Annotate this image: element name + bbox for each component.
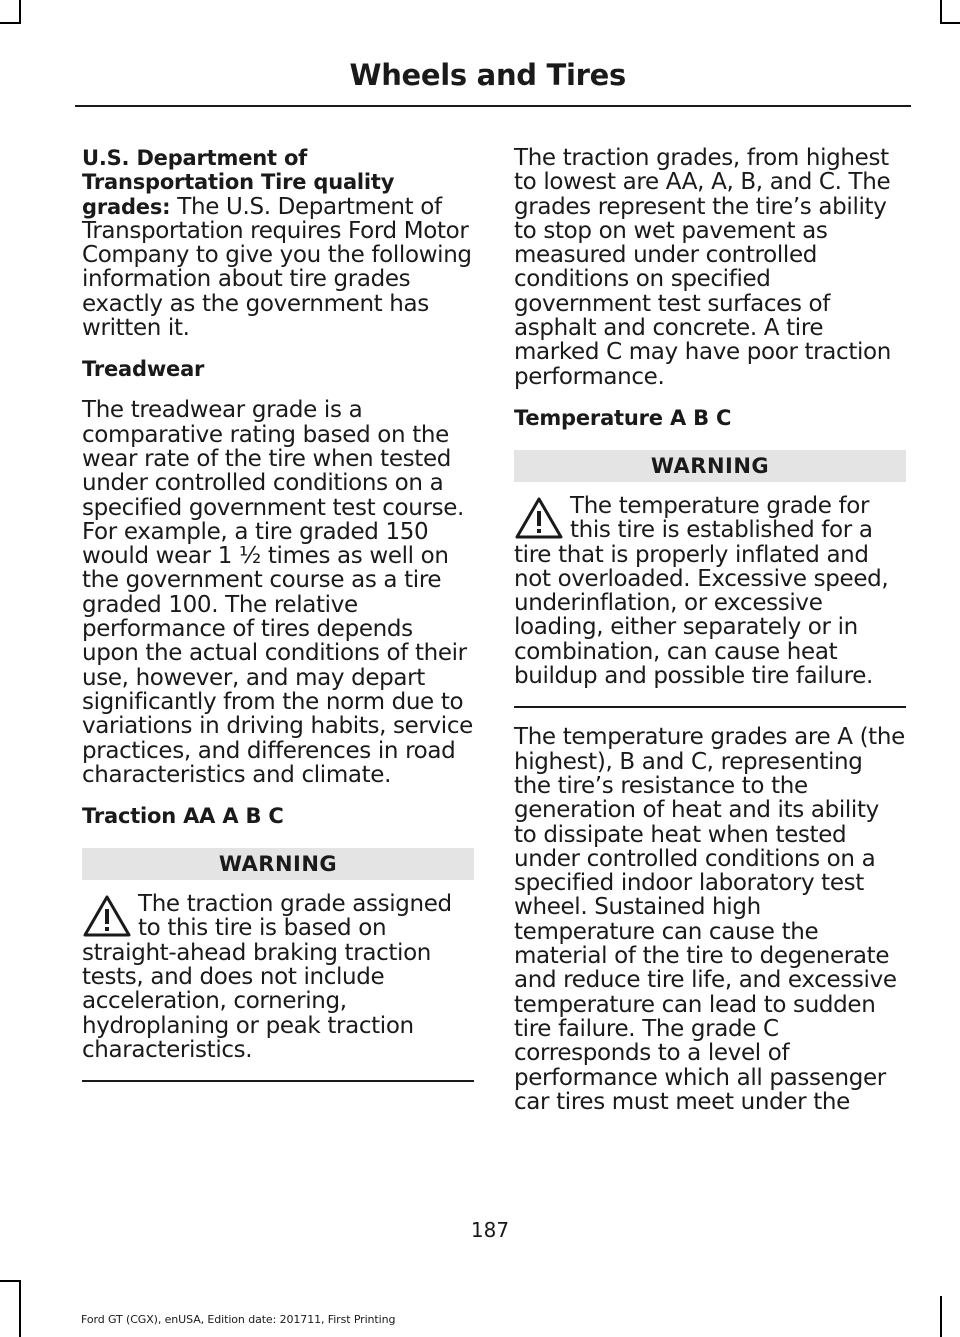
crop-mark-top-right-v <box>940 0 942 24</box>
crop-mark-top-left-h <box>0 22 21 24</box>
traction-heading: Traction AA A B C <box>82 804 284 829</box>
page-number: 187 <box>470 1218 510 1242</box>
footer-edition-info: Ford GT (CGX), enUSA, Edition date: 201711, First Printing <box>81 1313 396 1326</box>
crop-mark-top-right-h <box>940 22 960 24</box>
temperature-warning-label: WARNING <box>514 450 906 482</box>
intro-paragraph <box>82 146 474 340</box>
warning-triangle-icon <box>514 496 564 540</box>
temperature-heading: Temperature A B C <box>514 405 732 430</box>
treadwear-heading: Treadwear <box>82 357 205 382</box>
crop-mark-top-left-v <box>19 0 21 24</box>
header-divider <box>75 105 911 107</box>
intro-text: The U.S. Department of Transportation requires Ford Motor Company to give you the following information about tire grades exactly as the government has written it. <box>82 193 472 342</box>
temperature-warning-box <box>514 494 906 708</box>
page-header-title: Wheels and Tires <box>349 58 626 92</box>
warning-triangle-icon <box>82 894 132 938</box>
left-column <box>82 146 474 1099</box>
right-column <box>514 146 906 1131</box>
temperature-grades-paragraph: The temperature grades are A (the highest), B and C, representing the tire’s resistance to the generation of heat and its ability to dissipate heat when tested under controlled conditions on a specified indoor laboratory test wheel. Sustained high temperature can cause the material of the tire to degenerate and reduce tire life, and excessive temperature can lead to sudden tire failure. The grade C corresponds to a level of performance which all passenger car tires must meet under the <box>514 724 905 1115</box>
crop-mark-bottom-left-v <box>19 1280 21 1337</box>
crop-mark-bottom-left-h <box>0 1280 21 1282</box>
intro-bold-lead: U.S. Department of Transportation Tire quality grades: <box>82 146 395 219</box>
crop-mark-bottom-right-v <box>940 1296 942 1337</box>
traction-warning-text: The traction grade assigned to this tire is based on straight-ahead braking traction tests, and does not include acceleration, cornering, hydroplaning or peak traction characteristics. <box>82 891 452 1063</box>
treadwear-paragraph: The treadwear grade is a comparative rating based on the wear rate of the tire when tested under controlled conditions on a specified government test course. For example, a tire graded 150 would wear 1 ½ times as well on the government course as a tire graded 100. The relative performance of tires depends upon the actual conditions of their use, however, and may depart significantly from the norm due to variations in driving habits, service practices, and differences in road characteristics and climate. <box>82 397 473 788</box>
traction-warning-box <box>82 892 474 1082</box>
traction-warning-label: WARNING <box>82 848 474 880</box>
traction-grades-paragraph: The traction grades, from highest to lowest are AA, A, B, and C. The grades represent the tire’s ability to stop on wet pavement as measured under controlled conditions on specified government test surfaces of asphalt and concrete. A tire marked C may have poor traction performance. <box>514 145 891 390</box>
temperature-warning-text: The temperature grade for this tire is established for a tire that is properly inflated and not overloaded. Excessive speed, underinflation, or excessive loading, either separately or in combination, can cause heat buildup and possible tire failure. <box>514 492 889 690</box>
